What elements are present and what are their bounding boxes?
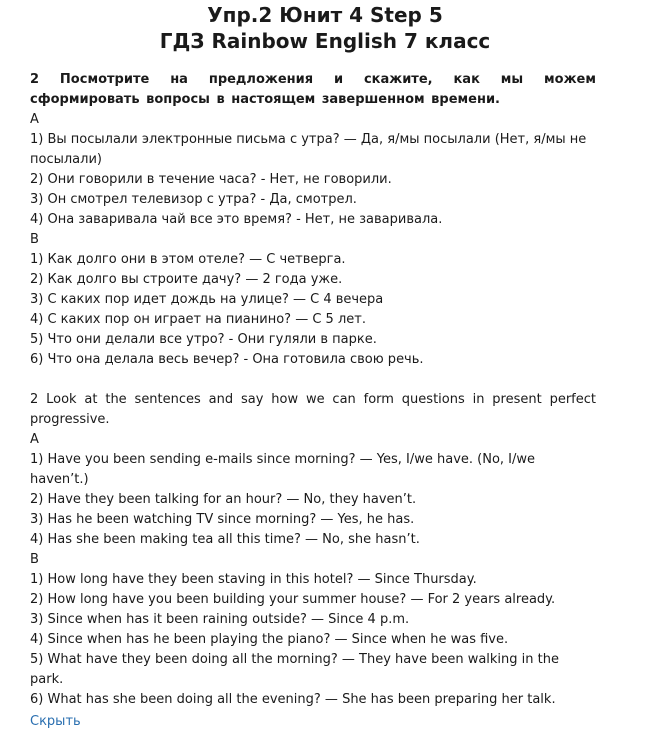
line-en-a-3: 3) Has he been watching TV since morning? — Yes, he has. [30, 512, 415, 527]
line-ru-a-3: 3) Он смотрел телевизор с утра? - Да, смотрел. [30, 192, 357, 207]
section-label-b-ru: B [30, 232, 39, 247]
line-en-b-4: 4) Since when has he been playing the piano? — Since when he was five. [30, 632, 509, 647]
line-en-a-1: 1) Have you been sending e-mails since morning? — Yes, I/we have. (No, I/we haven’t.) [30, 452, 536, 487]
line-ru-b-2: 2) Как долго вы строите дачу? — 2 года уже. [30, 272, 343, 287]
hide-link[interactable]: Скрыть [30, 714, 81, 729]
line-en-b-5: 5) What have they been doing all the morning? — They have been walking in the park. [30, 652, 559, 687]
line-ru-a-2: 2) Они говорили в течение часа? - Нет, не говорили. [30, 172, 392, 187]
line-ru-b-3: 3) С каких пор идет дождь на улице? — С 4 вечера [30, 292, 384, 307]
russian-section [30, 70, 596, 370]
line-en-b-3: 3) Since when has it been raining outside? — Since 4 p.m. [30, 612, 410, 627]
line-en-b-2: 2) How long have you been building your summer house? — For 2 years already. [30, 592, 556, 607]
task-en: 2 Look at the sentences and say how we can form questions in present perfect progressive. [30, 392, 596, 427]
title-block [30, 0, 596, 54]
line-ru-b-6: 6) Что она делала весь вечер? - Она готовила свою речь. [30, 352, 424, 367]
line-en-a-4: 4) Has she been making tea all this time? — No, she hasn’t. [30, 532, 420, 547]
line-ru-b-1: 1) Как долго они в этом отеле? — С четверга. [30, 252, 346, 267]
section-spacer [30, 370, 596, 390]
section-label-a-en: A [30, 432, 39, 447]
line-ru-b-4: 4) С каких пор он играет на пианино? — С 5 лет. [30, 312, 366, 327]
english-section [30, 390, 596, 710]
page-subtitle: ГДЗ Rainbow English 7 класс [159, 29, 491, 53]
section-label-a-ru: A [30, 112, 39, 127]
line-en-b-1: 1) How long have they been staving in this hotel? — Since Thursday. [30, 572, 477, 587]
line-ru-a-1: 1) Вы посылали электронные письма с утра? — Да, я/мы посылали (Нет, я/мы не посылали) [30, 132, 587, 167]
task-ru: 2 Посмотрите на предложения и скажите, как мы можем сформировать вопросы в настоящем завершенном времени. [30, 72, 596, 107]
line-en-a-2: 2) Have they been talking for an hour? — No, they haven’t. [30, 492, 417, 507]
line-ru-a-4: 4) Она заваривала чай все это время? - Нет, не заваривала. [30, 212, 443, 227]
line-en-b-6: 6) What has she been doing all the evening? — She has been preparing her talk. [30, 692, 556, 707]
line-ru-b-5: 5) Что они делали все утро? - Они гуляли в парке. [30, 332, 377, 347]
page-title: Упр.2 Юнит 4 Step 5 [207, 3, 443, 27]
section-label-b-en: B [30, 552, 39, 567]
